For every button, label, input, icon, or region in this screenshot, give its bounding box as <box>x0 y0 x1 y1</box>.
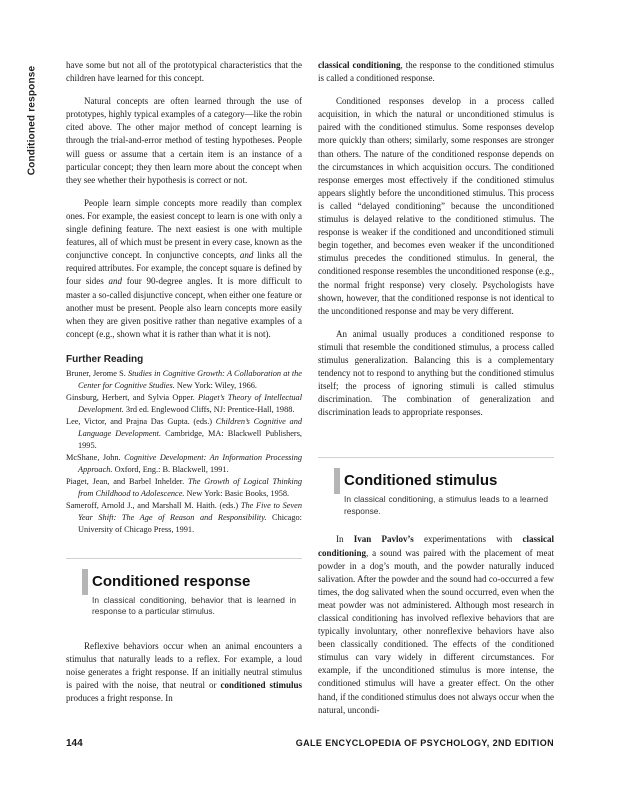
paragraph: classical conditioning, the response to the conditioned stimulus is called a conditioned response. <box>318 60 554 84</box>
entry-definition: In classical conditioning, a stimulus leads to a learned response. <box>344 494 548 516</box>
reference-item: Lee, Victor, and Prajna Das Gupta. (eds.) Children’s Cognitive and Language Development. Cambridge, MA: Blackwell Publishers, 1995. <box>66 416 302 450</box>
entry-header-conditioned-stimulus <box>318 457 554 517</box>
page-number: 144 <box>66 738 83 749</box>
paragraph: Natural concepts are often learned through the use of prototypes, highly typical examples of a category—like the robin cited above. The other major method of concept learning is through the trial-and-error method of testing hypotheses. People will guess or assume that a certain item is an instance of a particular concept; they then learn more about the concept when they see whether their hypothesis is correct or not. <box>66 96 302 185</box>
running-head-text: Conditioned response <box>26 65 38 176</box>
reference-list <box>66 368 302 536</box>
entry-title: Conditioned response <box>92 572 251 590</box>
entry-definition: In classical conditioning, behavior that is learned in response to a particular stimulus. <box>92 594 296 617</box>
reference-item: Bruner, Jerome S. Studies in Cognitive Growth: A Collaboration at the Center for Cognitive Studies. New York: Wiley, 1966. <box>66 368 302 390</box>
paragraph: Reflexive behaviors occur when an animal encounters a stimulus that naturally leads to a reflex. For example, a loud noise generates a fright response. If an initially neutral stimulus is paired with the noise, that neutral or conditioned stimulus produces a fright response. In <box>66 640 303 704</box>
right-column <box>318 59 554 717</box>
paragraph: People learn simple concepts more readily than complex ones. For example, the easiest concept to learn is one with only a single defining feature. The next easiest is one with multiple features, all of which must be present in every case, known as the conjunctive concept. In conjunctive concepts, and links all the required attributes. For example, the concept square is defined by four sides and four 90-degree angles. It is more difficult to master a so-called disjunctive concept, when either one feature or another must be present. People also learn concepts more easily when they are given positive rather than negative examples of a concept (e.g., shown what it is rather than what it is not). <box>66 197 303 339</box>
entry-title: Conditioned stimulus <box>344 472 498 490</box>
reference-item: Piaget, Jean, and Barbel Inhelder. The Growth of Logical Thinking from Childhood to Adolescence. New York: Basic Books, 1958. <box>66 476 303 498</box>
entry-marker-bar <box>82 569 88 595</box>
left-column <box>66 59 302 705</box>
reference-item: McShane, John. Cognitive Development: An Information Processing Approach. Oxford, Eng.: B. Blackwell, 1991. <box>66 452 303 474</box>
reference-item: Ginsburg, Herbert, and Sylvia Opper. Piaget’s Theory of Intellectual Development. 3rd ed. Englewood Cliffs, NJ: Prentice-Hall, 1988. <box>66 392 303 414</box>
entry-marker-bar <box>334 468 340 494</box>
paragraph: have some but not all of the prototypical characteristics that the children have learned for this concept. <box>66 60 302 84</box>
reference-item: Sameroff, Arnold J., and Marshall M. Haith. (eds.) The Five to Seven Year Shift: The Age of Reason and Responsibility. Chicago: University of Chicago Press, 1991. <box>66 500 302 534</box>
book-title: GALE ENCYCLOPEDIA OF PSYCHOLOGY, 2ND EDITION <box>295 738 554 748</box>
further-reading-heading: Further Reading <box>66 353 144 365</box>
paragraph: An animal usually produces a conditioned response to stimuli that resemble the conditioned stimulus, a process called stimulus generalization. Balancing this is a complementary tendency not to respond to anything but the conditioned stimulus itself; the process of ignoring stimuli is called stimulus discrimination. The combination of generalization and discrimination leads to appropriate responses. <box>318 328 554 418</box>
entry-header-conditioned-response <box>66 558 302 618</box>
paragraph: Conditioned responses develop in a process called acquisition, in which the natural or unconditioned stimulus is paired with the conditioned stimulus. Some responses develop more quickly than others; similarly, some responses are stronger than others. The nature of the conditioned response depends on the circumstances in which acquisition occurs. The conditioned response emerges most effectively if the conditioned stimulus appears slightly before the unconditioned stimulus. This process is called “delayed conditioning” because the unconditioned stimulus is delayed relative to the conditioned stimulus. The response is weaker if the conditioned and unconditioned stimuli begin together, and becomes even weaker if the unconditioned stimulus precedes the conditioned stimulus. In general, the conditioned response resembles the unconditioned response (e.g., the normal fright response) very closely. Psychologists have shown, however, that the conditioned response is not identical to the unconditioned response and may be very different. <box>318 96 554 316</box>
running-head <box>22 60 38 190</box>
paragraph: In Ivan Pavlov’s experimentations with classical conditioning, a sound was paired with the placement of meat powder in a dog’s mouth, and the powder naturally induced salivation. After the powder and the sound had co-occurred a few times, the dog salivated when the sound occurred, even when the meat powder was not administered. Although most research in classical conditioning has involved reflexive behaviors that are typically involuntary, other nonreflexive behaviors have also been classically conditioned. The effects of the conditioned stimulus can vary widely in different circumstances. For example, if the unconditioned stimulus is more intense, the conditioned stimulus will have a greater effect. On the other hand, if the conditioned stimulus does not always occur when the natural, uncondi- <box>318 534 555 715</box>
